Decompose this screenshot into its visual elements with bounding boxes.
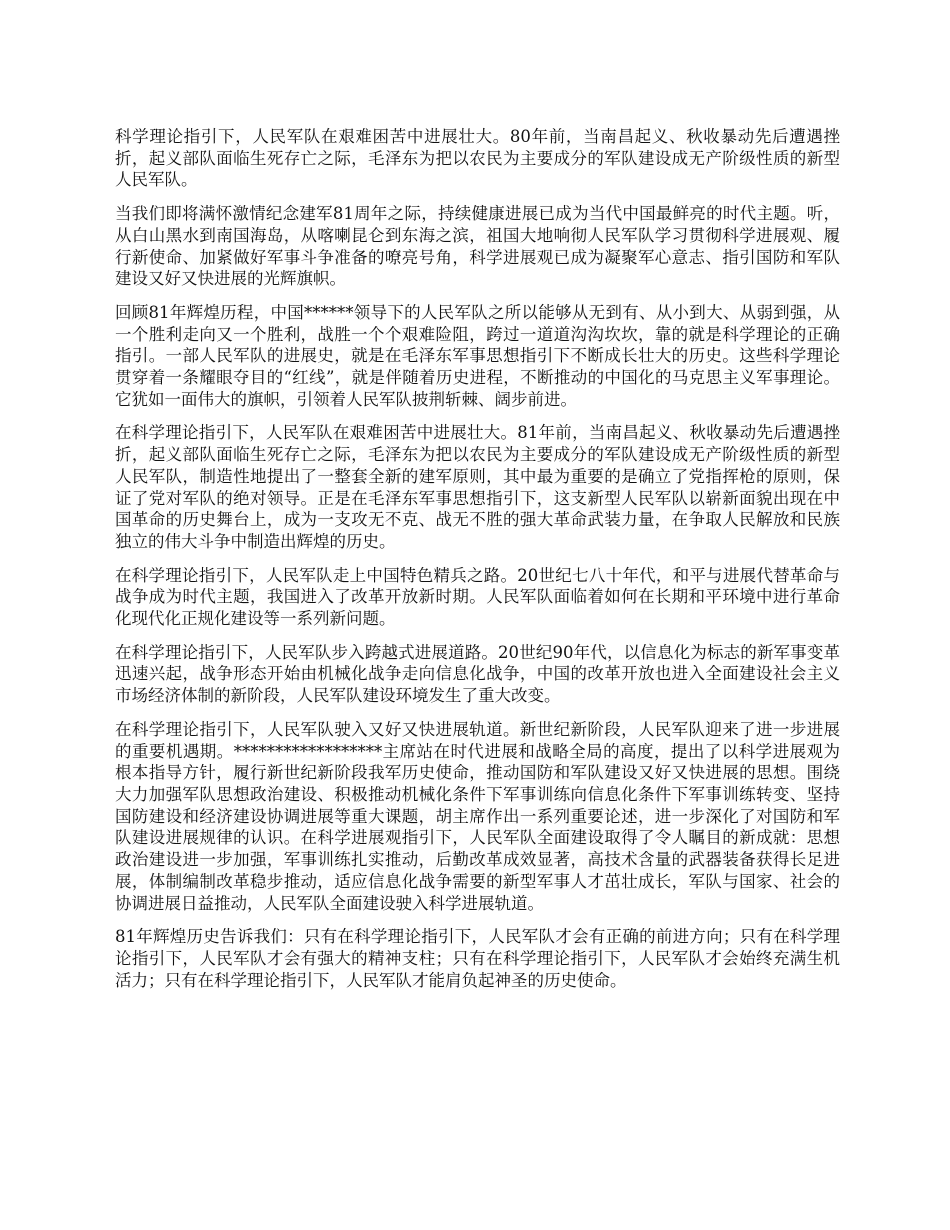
paragraph: 当我们即将满怀激情纪念建军81周年之际，持续健康进展已成为当代中国最鲜亮的时代主题。听，从白山黑水到南国海岛，从喀喇昆仑到东海之滨，祖国大地响彻人民军队学习贯彻科学进展观、履行新使命、加紧做好军事斗争准备的嘹亮号角，科学进展观已成为凝聚军心意志、指引国防和军队建设又好又快进展的光辉旗帜。 [115,204,840,289]
document-body [115,126,840,1003]
paragraph: 在科学理论指引下，人民军队步入跨越式进展道路。20世纪90年代，以信息化为标志的新军事变革迅速兴起，战争形态开始由机械化战争走向信息化战争，中国的改革开放也进入全面建设社会主义市场经济体制的新阶段，人民军队建设环境发生了重大改变。 [115,642,840,706]
paragraph: 回顾81年辉煌历程，中国******领导下的人民军队之所以能够从无到有、从小到大、从弱到强，从一个胜利走向又一个胜利，战胜一个个艰难险阻，跨过一道道沟沟坎坎，靠的就是科学理论的正确指引。一部人民军队的进展史，就是在毛泽东军事思想指引下不断成长壮大的历史。这些科学理论贯穿着一条耀眼夺目的“红线”，就是伴随着历史进程，不断推动的中国化的马克思主义军事理论。它犹如一面伟大的旗帜，引领着人民军队披荆斩棘、阔步前进。 [115,302,840,409]
paragraph: 科学理论指引下，人民军队在艰难困苦中进展壮大。80年前，当南昌起义、秋收暴动先后遭遇挫折，起义部队面临生死存亡之际，毛泽东为把以农民为主要成分的军队建设成无产阶级性质的新型人民军队。 [115,127,840,190]
paragraph: 在科学理论指引下，人民军队走上中国特色精兵之路。20世纪七八十年代，和平与进展代替革命与战争成为时代主题，我国进入了改革开放新时期。人民军队面临着如何在长期和平环境中进行革命化现代化正规化建设等一系列新问题。 [115,565,840,629]
paragraph: 在科学理论指引下，人民军队驶入又好又快进展轨道。新世纪新阶段，人民军队迎来了进一步进展的重要机遇期。******************主席站在时代进展和战略全局的高度，提出了以科学进展观为根本指导方针，履行新世纪新阶段我军历史使命，推动国防和军队建设又好又快进展的思想。围绕大力加强军队思想政治建设、积极推动机械化条件下军事训练向信息化条件下军事训练转变、坚持国防建设和经济建设协调进展等重大课题，胡主席作出一系列重要论述，进一步深化了对国防和军队建设进展规律的认识。在科学进展观指引下，人民军队全面建设取得了令人瞩目的新成就：思想政治建设进一步加强，军事训练扎实推动，后勤改革成效显著，高技术含量的武器装备获得长足进展，体制编制改革稳步推动，适应信息化战争需要的新型军事人才茁壮成长，军队与国家、社会的协调进展日益推动，人民军队全面建设驶入科学进展轨道。 [115,719,840,913]
paragraph: 81年辉煌历史告诉我们：只有在科学理论指引下，人民军队才会有正确的前进方向；只有在科学理论指引下，人民军队才会有强大的精神支柱；只有在科学理论指引下，人民军队才会始终充满生机活力；只有在科学理论指引下，人民军队才能肩负起神圣的历史使命。 [115,927,840,990]
paragraph: 在科学理论指引下，人民军队在艰难困苦中进展壮大。81年前，当南昌起义、秋收暴动先后遭遇挫折，起义部队面临生死存亡之际，毛泽东为把以农民为主要成分的军队建设成无产阶级性质的新型人民军队，制造性地提出了一整套全新的建军原则，其中最为重要的是确立了党指挥枪的原则，保证了党对军队的绝对领导。正是在毛泽东军事思想指引下，这支新型人民军队以崭新面貌出现在中国革命的历史舞台上，成为一支攻无不克、战无不胜的强大革命武装力量，在争取人民解放和民族独立的伟大斗争中制造出辉煌的历史。 [115,423,840,551]
